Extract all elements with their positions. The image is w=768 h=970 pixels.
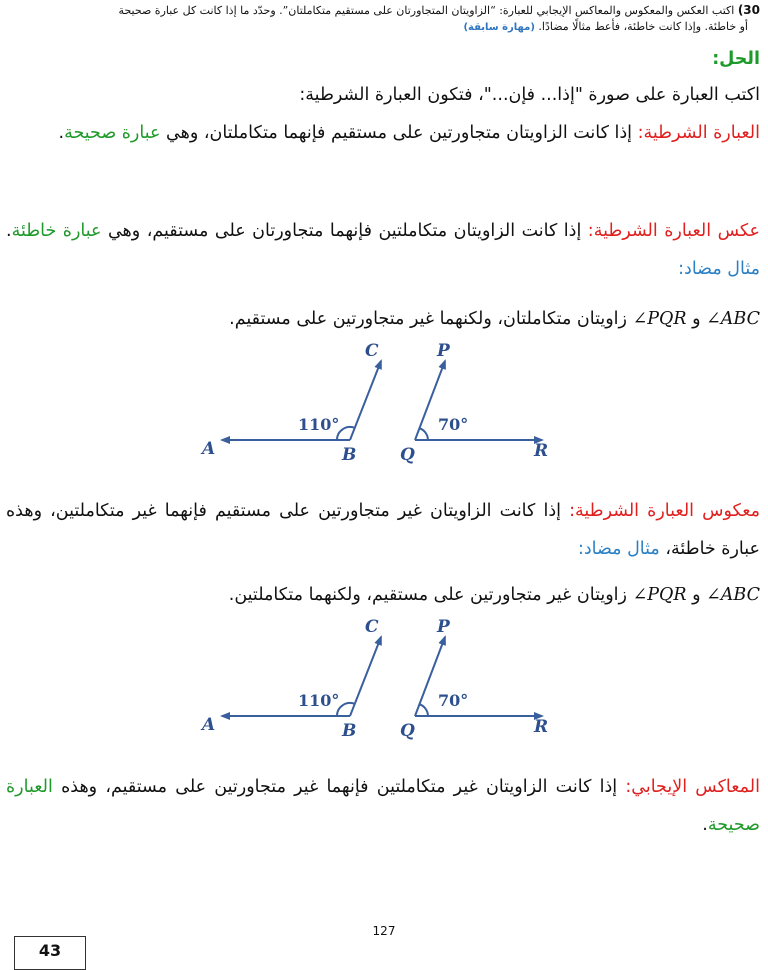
- intro-text: اكتب العبارة على صورة "إذا... فإن..."، فتكون العبارة الشرطية:: [299, 85, 760, 105]
- contrapositive-statement: [6, 768, 760, 844]
- question-text-1: اكتب العكس والمعكوس والمعاكس الإيجابي للعبارة: “الزاويتان المتجاورتان على مستقيم متكاملتان”. وحدّد ما إذا كانت كل عبارة صحيحة: [118, 4, 735, 17]
- label-b-2: B: [342, 721, 357, 741]
- angles-diagram-1: [190, 336, 570, 466]
- inverse-text: إذا كانت الزاويتان غير متجاورتين على مستقيم فإنهما غير متكاملتين، وهذه عبارة خاطئة،: [6, 501, 760, 559]
- label-b: B: [342, 445, 357, 465]
- inverse-counter-label: مثال مضاد:: [577, 539, 660, 559]
- converse-end: .: [6, 221, 12, 241]
- converse-statement: [6, 212, 760, 288]
- page-number: 127: [372, 924, 396, 938]
- arc-70: [419, 428, 428, 440]
- contrapositive-verdict: العبارة صحيحة: [6, 777, 760, 835]
- conditional-label: العبارة الشرطية:: [637, 123, 760, 143]
- converse-verdict: عبارة خاطئة: [11, 221, 102, 241]
- label-c: C: [365, 341, 379, 361]
- conditional-text: إذا كانت الزاويتان متجاورتين على مستقيم فإنهما متكاملتان، وهي: [160, 123, 638, 143]
- question-number: 30): [737, 3, 760, 17]
- question-line-2: [6, 19, 748, 36]
- converse-angle-abc: ∠ABC: [706, 309, 760, 329]
- arc-70-2: [419, 704, 428, 716]
- converse-example-text: زاويتان متكاملتان، ولكنهما غير متجاورتين على مستقيم.: [229, 309, 633, 329]
- question-line-1: [6, 2, 760, 19]
- solution-heading: الحل:: [712, 49, 760, 69]
- label-q-2: Q: [400, 721, 415, 741]
- page-box-number: 43: [14, 936, 86, 970]
- label-p-2: P: [437, 617, 450, 637]
- angle-110-label: 110°: [298, 415, 340, 434]
- inverse-angle-abc: ∠ABC: [706, 585, 760, 605]
- label-c-2: C: [365, 617, 379, 637]
- inverse-and: و: [686, 585, 707, 605]
- label-r-2: R: [534, 717, 549, 737]
- inverse-example-text: زاويتان غير متجاورتين على مستقيم، ولكنهما متكاملتين.: [228, 585, 633, 605]
- conditional-statement: [6, 114, 760, 152]
- converse-example: [6, 300, 760, 338]
- converse-and: و: [686, 309, 707, 329]
- converse-counter-label: مثال مضاد:: [678, 259, 760, 279]
- label-a-2: A: [202, 715, 216, 735]
- label-q: Q: [400, 445, 415, 465]
- conditional-end: .: [58, 123, 65, 143]
- angles-diagram-2: [190, 612, 570, 742]
- conditional-verdict: عبارة صحيحة: [64, 123, 161, 143]
- contrapositive-text: إذا كانت الزاويتان غير متكاملتين فإنهما غير متجاورتين على مستقيم، وهذه: [52, 777, 626, 797]
- inverse-statement: [6, 492, 760, 568]
- angle-70-label-2: 70°: [438, 691, 469, 710]
- angle-110-label-2: 110°: [298, 691, 340, 710]
- inverse-label: معكوس العبارة الشرطية:: [569, 501, 761, 521]
- label-a: A: [202, 439, 216, 459]
- label-r: R: [534, 441, 549, 461]
- contrapositive-end: .: [702, 815, 708, 835]
- label-p: P: [437, 341, 450, 361]
- converse-label: عكس العبارة الشرطية:: [587, 221, 760, 241]
- inverse-angle-pqr: ∠PQR: [632, 585, 687, 605]
- contrapositive-label: المعاكس الإيجابي:: [625, 777, 760, 797]
- inverse-example: [6, 576, 760, 614]
- converse-text: إذا كانت الزاويتان متكاملتين فإنهما متجاورتان على مستقيم، وهي: [101, 221, 588, 241]
- angle-70-label: 70°: [438, 415, 469, 434]
- converse-angle-pqr: ∠PQR: [632, 309, 687, 329]
- question-text-2: أو خاطئة. وإذا كانت خاطئة، فأعط مثالًا مضادًا.: [538, 20, 748, 33]
- skill-badge: (مهارة سابقة): [463, 22, 535, 33]
